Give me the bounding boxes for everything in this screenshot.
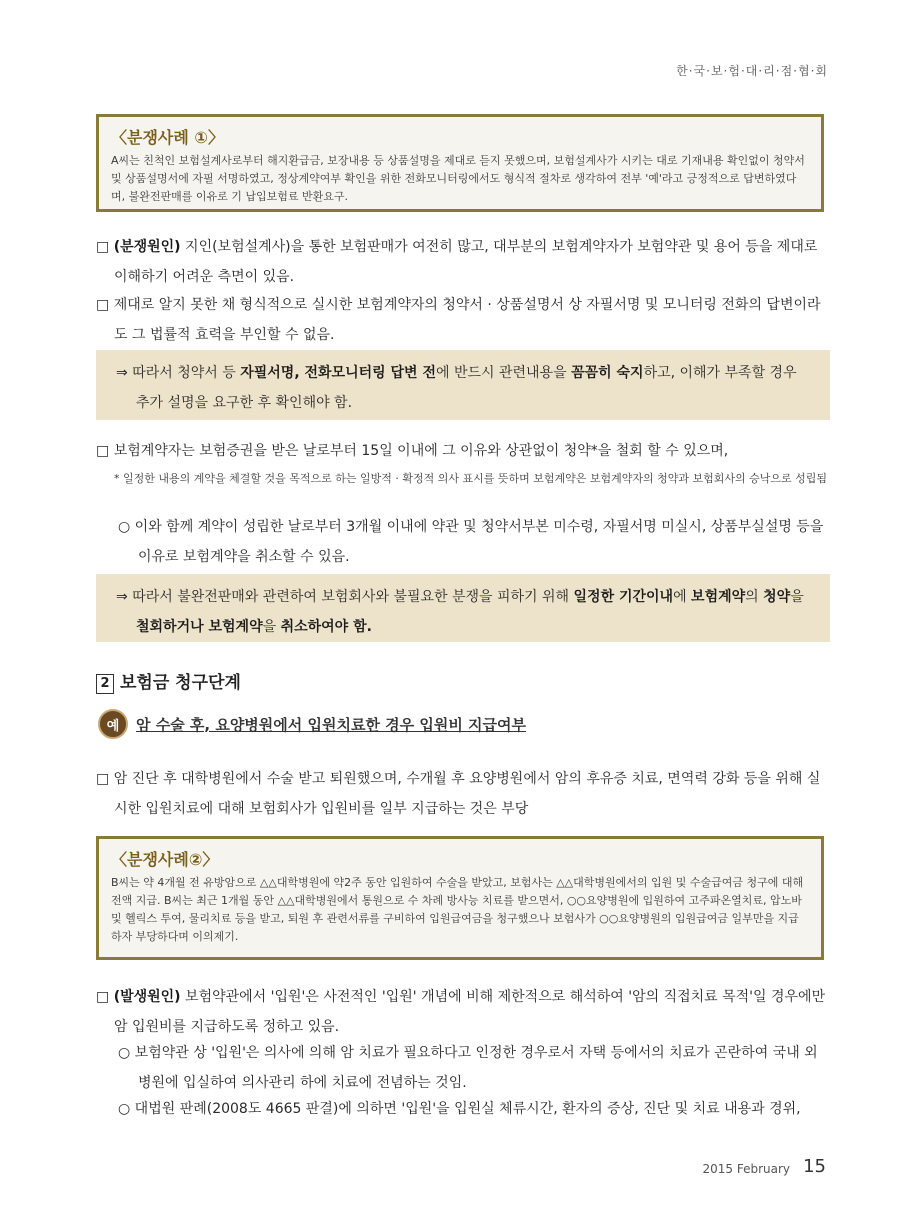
advice-text: 하고, 이해가 부족할 경우 추가 설명을 요구한 후 확인해야 함.	[136, 365, 797, 411]
offer-definition-note	[114, 470, 830, 488]
example-title: 암 수술 후, 요양병원에서 입원치료한 경우 입원비 지급여부	[136, 715, 527, 734]
occurrence-cause-paragraph	[96, 982, 830, 1042]
circle-bullet: ○	[118, 519, 135, 535]
advice-bold: 일정한 기간이내	[573, 589, 674, 605]
example-heading	[98, 708, 526, 740]
arrow-icon: ⇒	[116, 365, 133, 381]
advice-text: 따라서 청약서 등	[132, 365, 241, 381]
section-number: 2	[96, 674, 114, 694]
dispute-case-2-text: B씨는 약 4개월 전 유방암으로 △△대학병원에 약2주 동안 입원하여 수술을 받았고, 보험사는 △△대학병원에서의 입원 및 수술급여금 청구에 대해 전액 지급. B씨는 최근 1개월 동안 △△대학병원에서 통원으로 수 차례 방사능 치료를 받으면서, ○○요양병원에 입원하여 고주파온열치료, 압노바 및 헬릭스 투여, 물리치료 등을 받고, 퇴원 후 관련서류를 구비하여 입원급여금을 청구했으나 보험사가 ○○요양병원의 입원급여금 일부만을 지급하자 부당하다며 이의제기.	[111, 876, 804, 943]
checkbox-bullet: □	[96, 297, 114, 313]
dispute-cause-label: (분쟁원인)	[113, 239, 181, 255]
advice-text: 에	[673, 589, 692, 605]
section-title: 보험금 청구단계	[120, 673, 241, 693]
cancellation-text: 이와 함께 계약이 성립한 날로부터 3개월 이내에 약관 및 청약서부본 미수령, 자필서명 미실시, 상품부실설명 등을 이유로 보험계약을 취소할 수 있음.	[134, 519, 824, 565]
withdrawal-paragraph	[96, 436, 830, 466]
advice-bold: 자필서명, 전화모니터링 답변 전	[240, 365, 436, 381]
cancellation-subpoint	[118, 512, 830, 572]
dispute-case-1-title: 〈분쟁사례 ①〉	[111, 128, 224, 147]
dispute-case-1-text: A씨는 친척인 보험설계사로부터 해지환급금, 보장내용 등 상품설명을 제대로 듣지 못했으며, 보험설계사가 시키는 대로 기재내용 확인없이 청약서 및 상품설명서에 자필 서명하였고, 정상계약여부 확인을 위한 전화모니터링에서도 형식적 절차로 생각하여 전부 '예'라고 긍정적으로 답변하였다며, 불완전판매를 이유로 기 납입보험료 반환요구.	[111, 154, 805, 203]
advice-text: 을	[262, 619, 281, 635]
checkbox-bullet: □	[96, 239, 114, 255]
advice-text: 을	[790, 589, 804, 605]
advice-text: 에 반드시 관련내용을	[435, 365, 572, 381]
footer-issue-date: 2015 February	[702, 1162, 790, 1176]
dispute-case-2-title: 〈분쟁사례②〉	[111, 850, 219, 869]
supreme-court-subpoint	[118, 1094, 830, 1124]
arrow-icon: ⇒	[116, 589, 133, 605]
advice-bold: 청약	[763, 589, 791, 605]
advice-highlight-2	[96, 574, 830, 642]
advice-text: 의	[745, 589, 764, 605]
dispute-cause-paragraph	[96, 232, 830, 292]
advice-highlight-1	[96, 350, 830, 420]
section-heading	[96, 668, 241, 694]
footer-page-number: 15	[803, 1156, 826, 1177]
circle-bullet: ○	[118, 1101, 135, 1117]
checkbox-bullet: □	[96, 443, 114, 459]
signature-effect-text: 제대로 알지 못한 채 형식적으로 실시한 보험계약자의 청약서 · 상품설명서 상 자필서명 및 모니터링 전화의 답변이라도 그 법률적 효력을 부인할 수 없음.	[113, 297, 821, 343]
hospitalization-definition-text: 보험약관 상 '입원'은 의사에 의해 암 치료가 필요하다고 인정한 경우로서 자택 등에서의 치료가 곤란하여 국내 외병원에 입실하여 의사관리 하에 치료에 전념하는 것임.	[134, 1045, 818, 1091]
claim-text: 암 진단 후 대학병원에서 수술 받고 퇴원했으며, 수개월 후 요양병원에서 암의 후유증 치료, 면역력 강화 등을 위해 실시한 입원치료에 대해 보험회사가 입원비를 일부 지급하는 것은 부당	[113, 771, 821, 817]
withdrawal-text: 보험계약자는 보험증권을 받은 날로부터 15일 이내에 그 이유와 상관없이 청약*을 철회 할 수 있으며,	[113, 443, 729, 459]
checkbox-bullet: □	[96, 989, 114, 1005]
hospitalization-definition-subpoint	[118, 1038, 830, 1098]
dispute-case-2-box	[96, 836, 824, 960]
checkbox-bullet: □	[96, 771, 114, 787]
advice-bold: 꼼꼼히 숙지	[571, 365, 644, 381]
advice-bold: 보험계약	[691, 589, 746, 605]
advice-text: 따라서 불완전판매와 관련하여 보험회사와 불필요한 분쟁을 피하기 위해	[132, 589, 574, 605]
supreme-court-text: 대법원 판례(2008도 4665 판결)에 의하면 '입원'을 입원실 체류시간, 환자의 증상, 진단 및 치료 내용과 경위,	[134, 1101, 801, 1117]
page-header-association: 한·국·보·험·대·리·점·협·회	[676, 64, 828, 78]
advice-bold: 철회하거나 보험계약	[136, 619, 263, 635]
circle-bullet: ○	[118, 1045, 135, 1061]
claim-paragraph	[96, 764, 830, 824]
note-text: * 일정한 내용의 계약을 체결할 것을 목적으로 하는 일방적 · 확정적 의사 표시를 뜻하며 보험계약은 보험계약자의 청약과 보험회사의 승낙으로 성립됨	[114, 472, 827, 485]
dispute-cause-text: 지인(보험설계사)을 통한 보험판매가 여전히 많고, 대부분의 보험계약자가 보험약관 및 용어 등을 제대로 이해하기 어려운 측면이 있음.	[114, 239, 818, 285]
occurrence-cause-text: 보험약관에서 '입원'은 사전적인 '입원' 개념에 비해 제한적으로 해석하여 '암의 직접치료 목적'일 경우에만 암 입원비를 지급하도록 정하고 있음.	[114, 989, 826, 1035]
example-badge-icon: 예	[98, 709, 128, 739]
dispute-case-1-box	[96, 114, 824, 212]
advice-bold: 취소하여야 함.	[280, 619, 372, 635]
occurrence-cause-label: (발생원인)	[113, 989, 181, 1005]
signature-effect-paragraph	[96, 290, 830, 350]
